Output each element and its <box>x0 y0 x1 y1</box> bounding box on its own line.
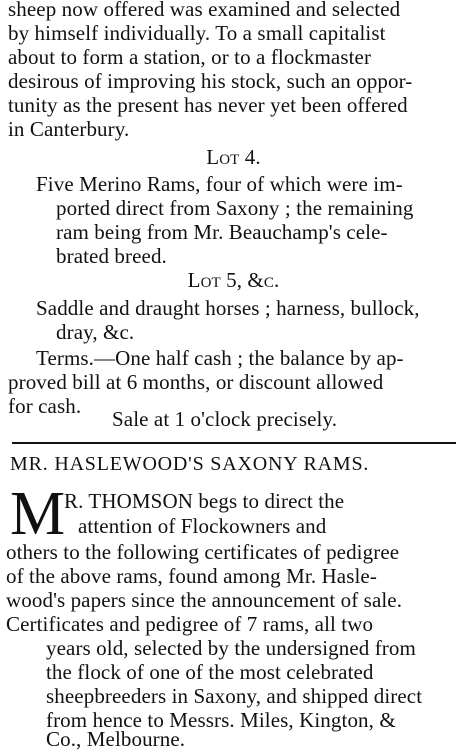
text-line: the flock of one of the most celebrated <box>46 660 374 684</box>
text-line: proved bill at 6 months, or discount allowed <box>8 370 384 394</box>
text-line: dray, &c. <box>56 320 135 344</box>
text-line: Co., Melbourne. <box>46 727 186 751</box>
text-line: R. THOMSON begs to direct the <box>64 489 345 513</box>
divider-rule <box>12 442 456 444</box>
text-line: ported direct from Saxony ; the remaining <box>56 196 414 220</box>
text-line: brated breed. <box>56 244 167 268</box>
text-line: sheepbreeders in Saxony, and shipped direct <box>46 684 423 708</box>
text-line: in Canterbury. <box>8 117 130 141</box>
lot-5-heading: Lot 5, &c. <box>187 268 280 292</box>
text-line: wood's papers since the announcement of sale. <box>6 588 403 612</box>
sale-time-text: Sale at 1 o'clock precisely. <box>112 407 338 431</box>
text-line: others to the following certificates of pedigree <box>6 540 400 564</box>
text-line: by himself individually. To a small capitalist <box>8 21 386 45</box>
text-line: years old, selected by the undersigned from <box>46 636 416 660</box>
text-line: Five Merino Rams, four of which were im- <box>36 172 403 196</box>
text-line: desirous of improving his stock, such an oppor- <box>8 69 413 93</box>
text-line: about to form a station, or to a flockmaster <box>8 45 372 69</box>
text-line: sheep now offered was examined and selected <box>8 0 401 21</box>
text-line: Saddle and draught horses ; harness, bullock, <box>36 296 420 320</box>
drop-cap-letter: M <box>10 480 66 548</box>
text-line: Terms.—One half cash ; the balance by ap- <box>36 346 404 370</box>
text-line: Certificates and pedigree of 7 rams, all two <box>6 612 374 636</box>
text-line: from hence to Messrs. Miles, Kington, & <box>46 708 396 732</box>
text-line: ram being from Mr. Beauchamp's cele- <box>56 220 388 244</box>
lot-4-heading: Lot 4. <box>206 145 261 169</box>
advert-heading: MR. HASLEWOOD'S SAXONY RAMS. <box>10 453 370 475</box>
text-line: attention of Flockowners and <box>78 514 327 538</box>
text-line: of the above rams, found among Mr. Hasle- <box>6 564 377 588</box>
text-line: tunity as the present has never yet been offered <box>8 93 408 117</box>
text-line: for cash. <box>8 394 82 418</box>
